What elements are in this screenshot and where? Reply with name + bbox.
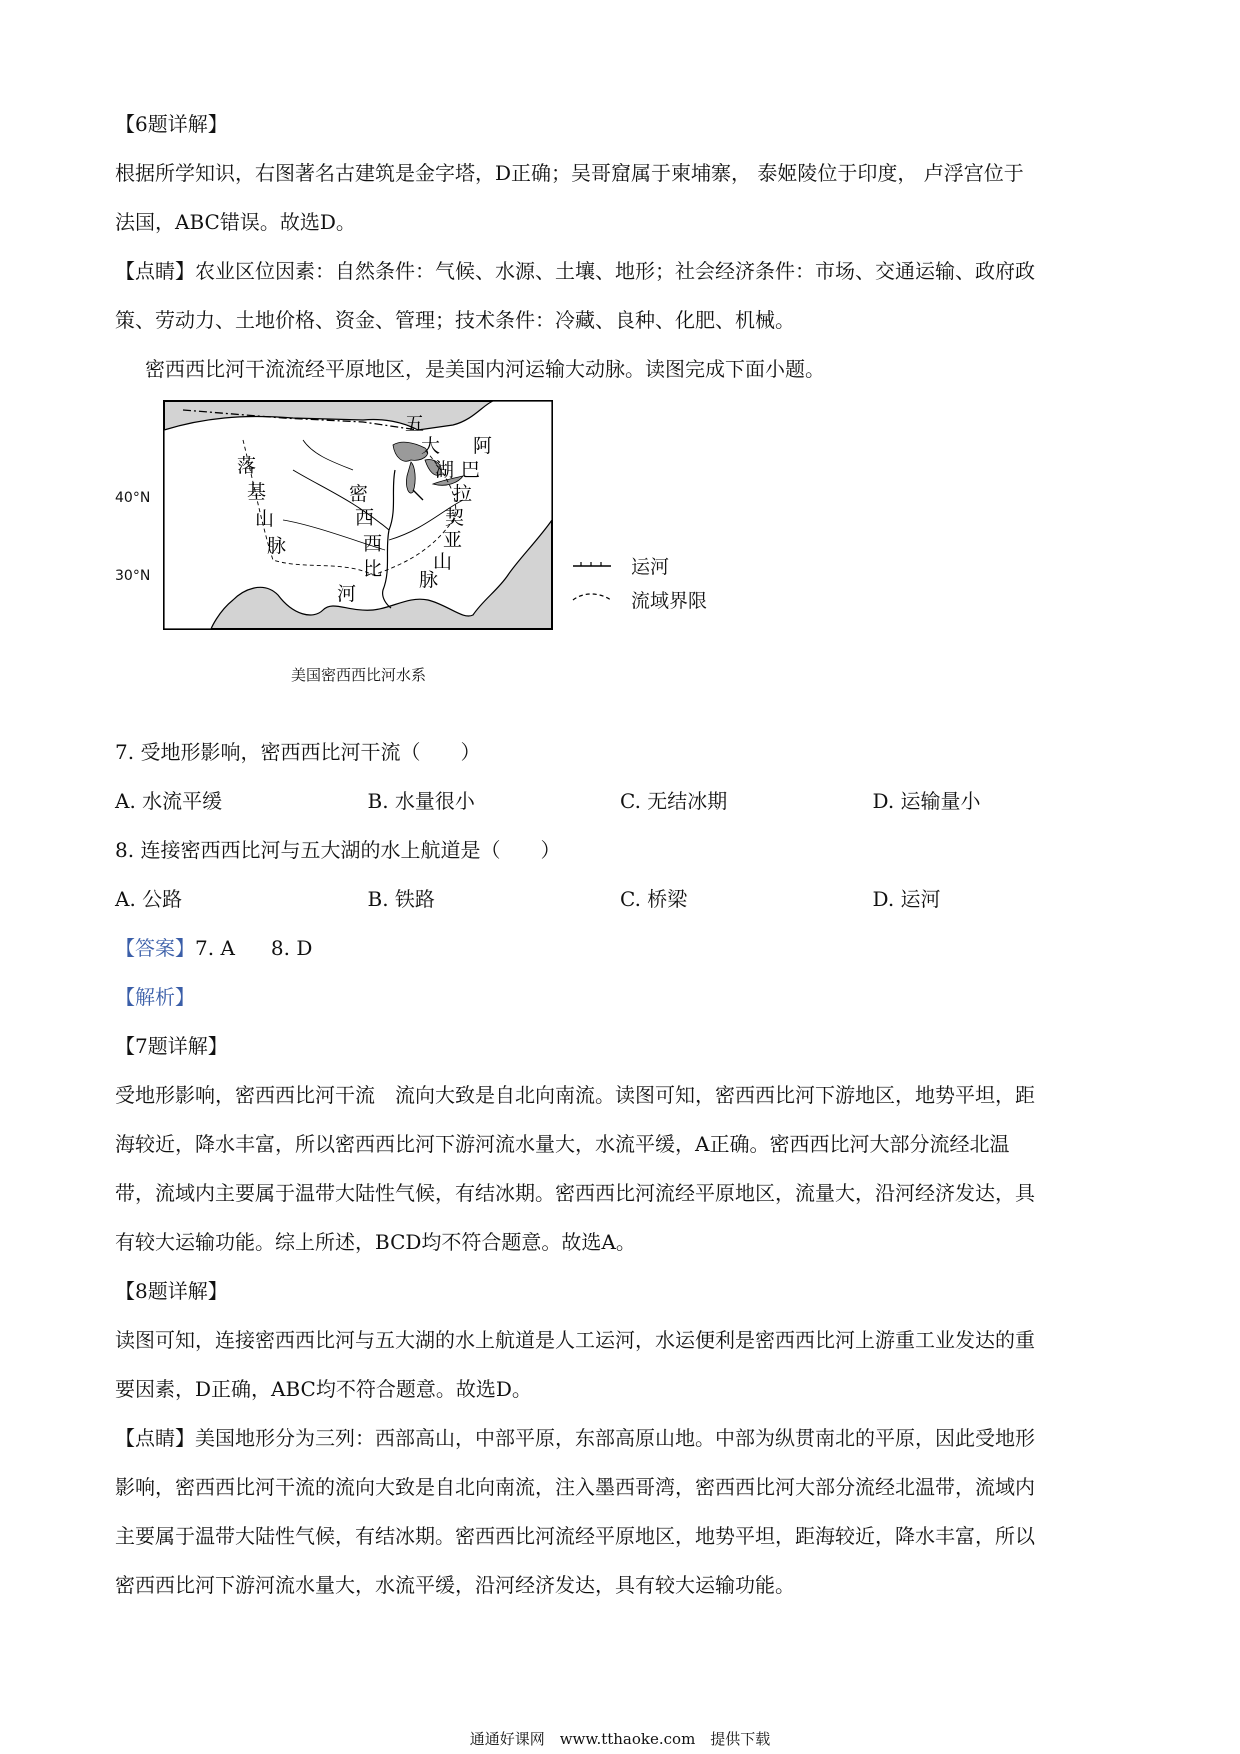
lakes-2: 湖 xyxy=(435,459,455,481)
q7-detail-line-4: 有较大运输功能。综上所述，BCD均不符合题意。故选A。 xyxy=(115,1230,636,1254)
q7-detail-header: 【7题详解】 xyxy=(115,1034,228,1058)
note-tag: 【点睛】 xyxy=(115,259,195,283)
rocky-1: 基 xyxy=(247,481,267,503)
rocky-3: 脉 xyxy=(267,535,287,557)
legend-canal-label: 运河 xyxy=(631,556,670,578)
rocky-0: 落 xyxy=(237,455,257,477)
note-text: 农业区位因素：自然条件：气候、水源、土壤、地形；社会经济条件：市场、交通运输、政府政 xyxy=(195,259,1035,283)
q6-detail-header: 【6题详解】 xyxy=(115,112,228,136)
answer-8: 8. D xyxy=(270,936,313,960)
answer-line xyxy=(115,924,1125,973)
q7-option-b: B. 水量很小 xyxy=(367,789,475,813)
legend-symbols xyxy=(571,558,631,618)
q8-option-d: D. 运河 xyxy=(872,887,941,911)
q6-note-line-1 xyxy=(115,247,1125,296)
miss-2: 西 xyxy=(363,533,383,555)
page-content xyxy=(115,100,1125,1610)
answer-7: 7. A xyxy=(195,936,235,960)
q7-detail-line-1: 受地形影响，密西西比河干流 流向大致是自北向南流。读图可知，密西西比河下游地区，地势平坦，距 xyxy=(115,1083,1035,1107)
q8-stem: 8. 连接密西西比河与五大湖的水上航道是（ ） xyxy=(115,838,561,862)
page-footer: 通通好课网 www.tthaoke.com 提供下载 xyxy=(469,1730,771,1748)
q8-option-c: C. 桥梁 xyxy=(620,887,688,911)
intro-text: 密西西比河干流流经平原地区，是美国内河运输大动脉。读图完成下面小题。 xyxy=(145,357,825,381)
q7-option-c: C. 无结冰期 xyxy=(620,789,728,813)
app-0: 阿 xyxy=(473,435,493,457)
miss-1: 西 xyxy=(355,507,375,529)
app-4: 亚 xyxy=(443,529,463,551)
app-3: 契 xyxy=(445,507,465,529)
miss-3: 比 xyxy=(363,558,383,580)
q6-detail-line-1: 根据所学知识，右图著名古建筑是金字塔，D正确；吴哥窟属于柬埔寨， 泰姬陵位于印度， 卢浮宫位于 xyxy=(115,161,1024,185)
legend-boundary-symbol xyxy=(573,594,611,600)
q7-stem: 7. 受地形影响，密西西比河干流（ ） xyxy=(115,740,481,764)
q6-note-line-2: 策、劳动力、土地价格、资金、管理；技术条件：冷藏、良种、化肥、机械。 xyxy=(115,308,795,332)
q7-detail-line-2: 海较近，降水丰富，所以密西西比河下游河流水量大，水流平缓，A正确。密西西比河大部分流经北温 xyxy=(115,1132,1010,1156)
miss-4: 河 xyxy=(337,583,357,605)
q6-detail-line-2: 法国，ABC错误。故选D。 xyxy=(115,210,356,234)
analysis-tag: 【解析】 xyxy=(115,985,195,1009)
q8-note-line-3: 主要属于温带大陆性气候，有结冰期。密西西比河流经平原地区，地势平坦，距海较近，降水丰富，所以 xyxy=(115,1524,1035,1548)
q8-option-b: B. 铁路 xyxy=(367,887,435,911)
q7-options xyxy=(115,777,1125,826)
q8-note-line-2: 影响，密西西比河干流的流向大致是自北向南流，注入墨西哥湾，密西西比河大部分流经北温带，流域内 xyxy=(115,1475,1035,1499)
q8-option-a: A. 公路 xyxy=(115,887,183,911)
app-5: 山 xyxy=(433,551,453,573)
q7-option-a: A. 水流平缓 xyxy=(115,789,223,813)
legend-boundary-label: 流域界限 xyxy=(631,590,708,612)
map-figure xyxy=(115,398,1125,728)
app-6: 脉 xyxy=(419,569,439,591)
q7-option-d: D. 运输量小 xyxy=(872,789,981,813)
lat-30-label: 30°N xyxy=(115,568,151,584)
answer-tag: 【答案】 xyxy=(115,936,195,960)
q7-detail-line-3: 带，流域内主要属于温带大陆性气候，有结冰期。密西西比河流经平原地区，流量大，沿河经济发达，具 xyxy=(115,1181,1035,1205)
lakes-0: 五 xyxy=(405,413,425,435)
q8-note-tag: 【点睛】 xyxy=(115,1426,195,1450)
app-2: 拉 xyxy=(453,483,473,505)
map-caption: 美国密西西比河水系 xyxy=(291,666,427,684)
mississippi-map xyxy=(163,400,553,630)
lat-40-label: 40°N xyxy=(115,490,151,506)
q8-note-line-4: 密西西比河下游河流水量大，水流平缓，沿河经济发达，具有较大运输功能。 xyxy=(115,1573,795,1597)
q8-detail-line-2: 要因素，D正确，ABC均不符合题意。故选D。 xyxy=(115,1377,532,1401)
app-1: 巴 xyxy=(461,459,481,481)
q8-note-text: 美国地形分为三列：西部高山，中部平原，东部高原山地。中部为纵贯南北的平原，因此受地形 xyxy=(195,1426,1035,1450)
rocky-2: 山 xyxy=(255,508,275,530)
q8-options xyxy=(115,875,1125,924)
q8-note-line-1 xyxy=(115,1414,1125,1463)
lakes-1: 大 xyxy=(421,435,441,457)
q8-detail-line-1: 读图可知，连接密西西比河与五大湖的水上航道是人工运河，水运便利是密西西比河上游重工业发达的重 xyxy=(115,1328,1035,1352)
q8-detail-header: 【8题详解】 xyxy=(115,1279,228,1303)
miss-0: 密 xyxy=(349,483,369,505)
